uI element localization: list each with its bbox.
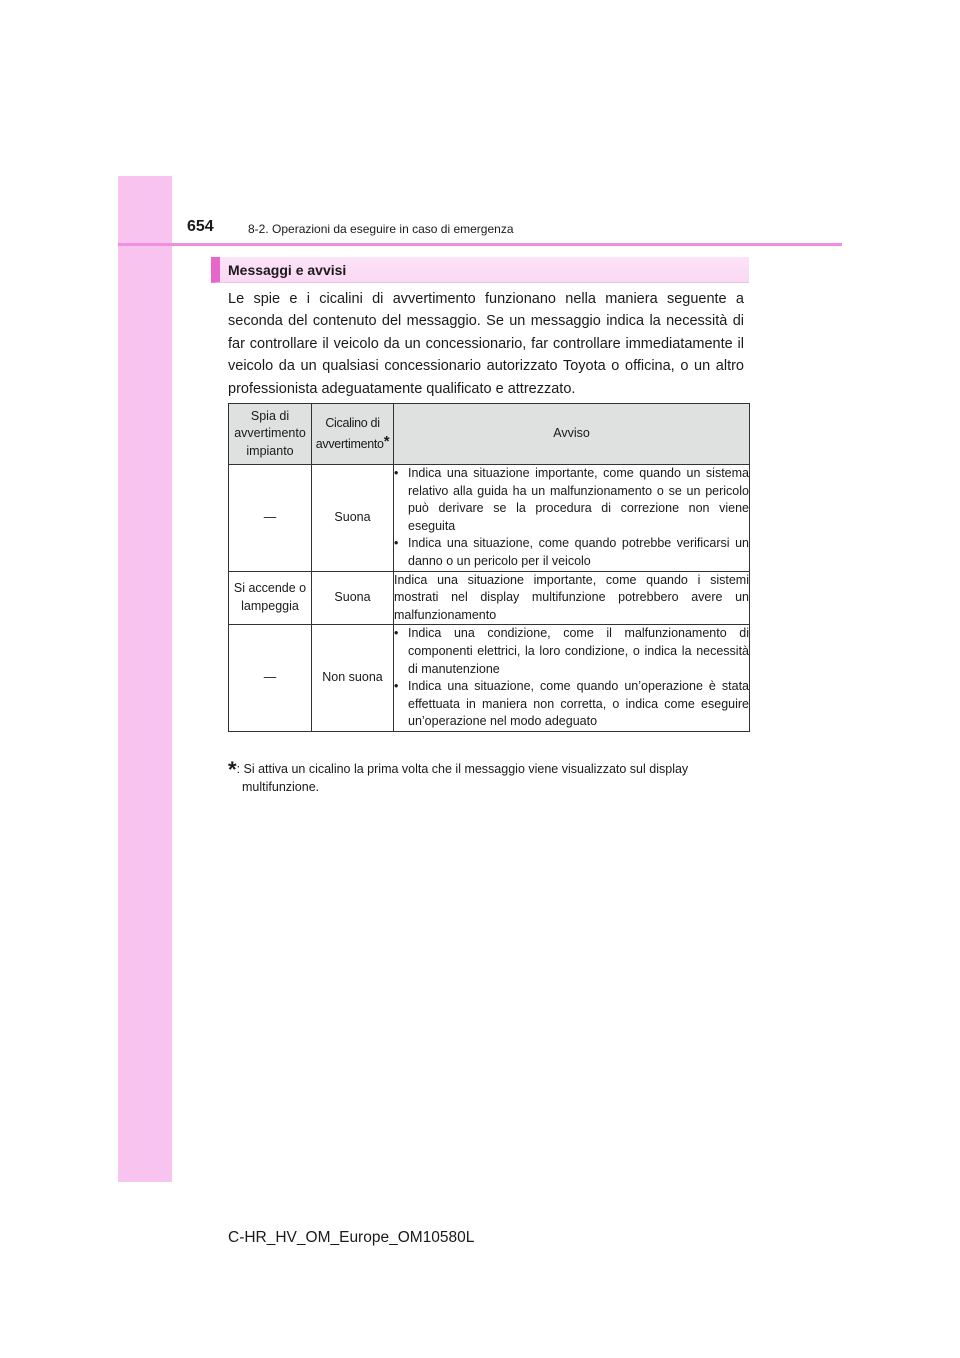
footnote-continuation: multifunzione. [242, 780, 320, 794]
footnote-line [228, 757, 744, 782]
list-item [394, 535, 749, 570]
cell-light: — [229, 625, 312, 732]
table-row [229, 571, 750, 625]
bullet-icon: • [394, 626, 399, 641]
intro-paragraph: Le spie e i cicalini di avvertimento funzionano nella maniera seguente a seconda del contenuto del messaggio. Se un messaggio indica la necessità di far controllare il veicolo da un concessionario, far controllare immediatamente il veicolo da un qualsiasi concessionario autorizzato Toyota o officina, o un altro professionista adeguatamente qualificato e attrezzato. [228, 291, 744, 397]
cell-buzzer: Suona [312, 465, 394, 572]
cell-notice [394, 625, 750, 732]
messages-table [228, 403, 750, 732]
list-item-text: Indica una situazione importante, come quando un sistema relativo alla guida ha un malfunzionamento o se un pericolo può derivare se la procedura di correzione non viene eseguita [408, 466, 749, 533]
notice-list [394, 625, 749, 731]
table-row [229, 625, 750, 732]
footnote-text: : Si attiva un cicalino la prima volta che il messaggio viene visualizzato sul display [236, 762, 689, 776]
header-notice-label: Avviso [553, 426, 590, 441]
header-notice [394, 404, 750, 465]
table-row [229, 465, 750, 572]
chapter-title: 8-2. Operazioni da eseguire in caso di emergenza [248, 222, 514, 236]
footnote [228, 757, 744, 796]
header-divider [118, 243, 842, 246]
page-number: 654 [187, 218, 214, 235]
list-item [394, 678, 749, 731]
side-tab-strip [118, 176, 172, 1182]
list-item-text: Indica una situazione, come quando un’operazione è stata effettuata in maniera non corretta, o indica come eseguire un’operazione nel modo adeguato [408, 679, 749, 729]
bullet-icon: • [394, 536, 399, 551]
list-item [394, 625, 749, 678]
header-warning-light-label: Spia di avvertimento impianto [234, 408, 306, 458]
footnote-asterisk: * [383, 432, 390, 450]
list-item-text: Indica una situazione, come quando potrebbe verificarsi un danno o un pericolo per il veicolo [408, 536, 749, 568]
bullet-icon: • [394, 466, 399, 480]
cell-buzzer: Suona [312, 571, 394, 625]
cell-light: Si accende o lampeggia [229, 571, 312, 625]
bullet-icon: • [394, 679, 399, 694]
header-warning-buzzer-label: Cicalino di avvertimento [315, 415, 384, 451]
notice-list [394, 465, 749, 571]
list-item [394, 465, 749, 535]
header-warning-light [229, 404, 312, 465]
header-warning-buzzer [312, 404, 394, 465]
table-header-row [229, 404, 750, 465]
footnote-mark: * [228, 757, 237, 782]
document-id: C-HR_HV_OM_Europe_OM10580L [228, 1229, 475, 1246]
section-heading-text: Messaggi e avvisi [228, 262, 347, 278]
list-item-text: Indica una condizione, come il malfunzionamento di componenti elettrici, la loro condizione, o indica la necessità di manutenzione [408, 626, 749, 676]
cell-notice: Indica una situazione importante, come quando i sistemi mostrati nel display multifunzione potrebbero avere un malfunzionamento [394, 571, 750, 625]
cell-buzzer: Non suona [312, 625, 394, 732]
cell-light: — [229, 465, 312, 572]
section-heading [211, 257, 749, 283]
cell-notice [394, 465, 750, 572]
